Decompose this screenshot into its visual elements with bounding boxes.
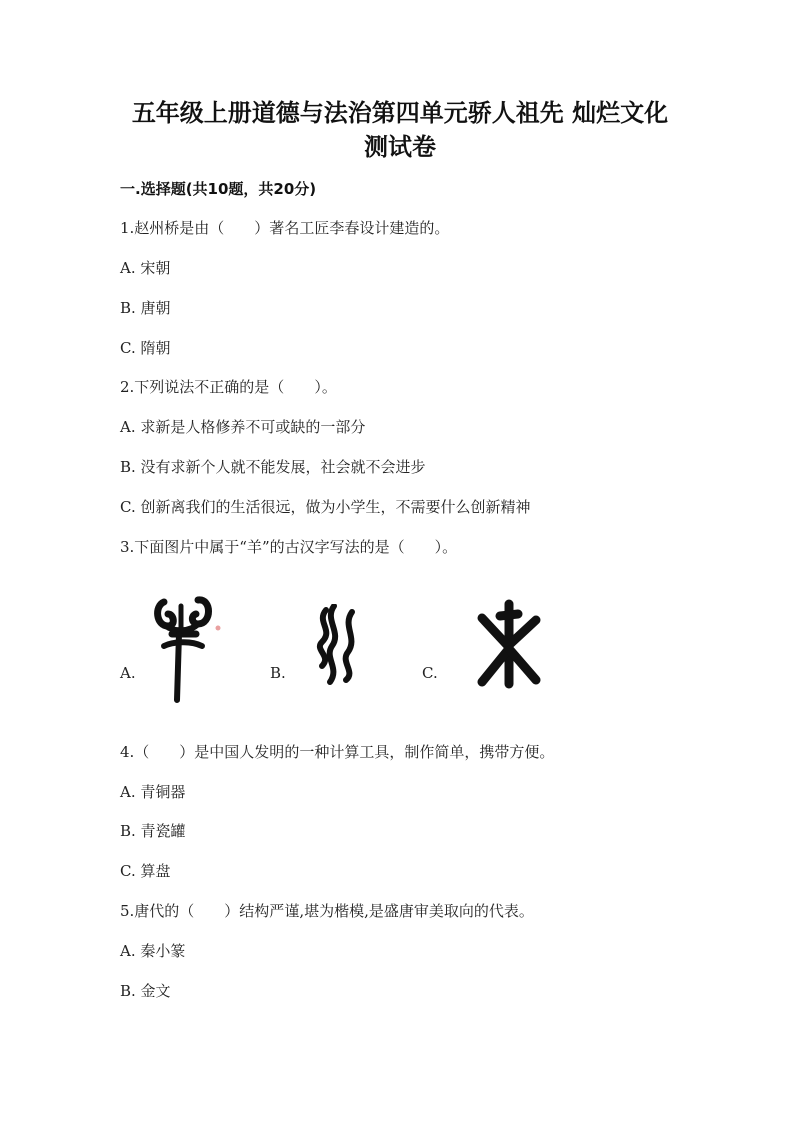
ancient-glyph-b-icon [312, 604, 362, 690]
question-2-option-c: C. 创新离我们的生活很远，做为小学生，不需要什么创新精神 [120, 498, 531, 516]
question-4-option-b: B. 青瓷罐 [120, 822, 186, 840]
question-5-stem: 5.唐代的（ ）结构严谨,堪为楷模,是盛唐审美取向的代表。 [120, 902, 534, 920]
question-4-option-a: A. 青铜器 [120, 783, 186, 801]
question-1-option-b: B. 唐朝 [120, 299, 171, 317]
question-1-option-c: C. 隋朝 [120, 339, 171, 357]
question-4-stem: 4.（ ）是中国人发明的一种计算工具，制作简单，携带方便。 [120, 743, 555, 761]
question-3-option-b-label: B. [270, 664, 286, 682]
question-2-stem: 2.下列说法不正确的是（ ）。 [120, 378, 337, 396]
question-3-stem: 3.下面图片中属于“羊”的古汉字写法的是（ ）。 [120, 538, 458, 556]
question-2-option-a: A. 求新是人格修养不可或缺的一部分 [120, 418, 366, 436]
question-3-option-c-label: C. [422, 664, 438, 682]
ancient-glyph-a-icon [150, 592, 230, 708]
document-title-line1: 五年级上册道德与法治第四单元骄人祖先 灿烂文化 [131, 99, 669, 127]
question-4-option-c: C. 算盘 [120, 862, 171, 880]
question-5-option-a: A. 秦小篆 [120, 942, 186, 960]
ancient-glyph-c-icon [474, 598, 544, 694]
question-2-option-b: B. 没有求新个人就不能发展，社会就不会进步 [120, 458, 426, 476]
question-3-option-a-label: A. [120, 664, 136, 682]
section-heading: 一.选择题(共10题，共20分) [120, 180, 317, 198]
question-1-stem: 1.赵州桥是由（ ）著名工匠李春设计建造的。 [120, 219, 450, 237]
question-5-option-b: B. 金文 [120, 982, 171, 1000]
question-1-option-a: A. 宋朝 [120, 259, 171, 277]
document-title-line2: 测试卷 [364, 133, 436, 161]
